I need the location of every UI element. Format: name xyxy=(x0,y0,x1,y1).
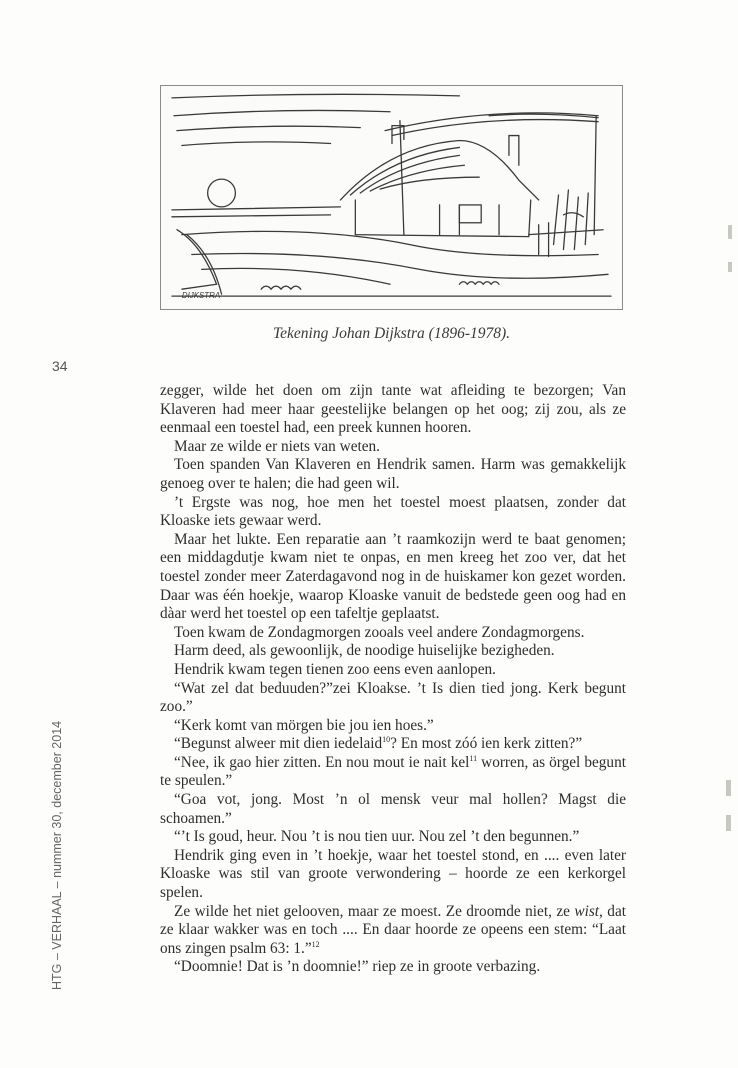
paragraph: “Kerk komt van mörgen bie jou ien hoes.” xyxy=(174,716,434,734)
paragraph: “Wat zel dat beduuden?”zei Kloakse. ’t Is dien tied jong. Kerk begunt zoo.” xyxy=(160,679,626,716)
farmhouse-sketch xyxy=(161,86,622,309)
grass xyxy=(261,286,301,289)
edge-mark xyxy=(726,780,731,796)
paragraph: Harm deed, als gewoonlijk, de noodige huiselijke bezigheden. xyxy=(174,642,555,660)
sky-stroke xyxy=(172,94,459,98)
paragraph: ’t Ergste was nog, hoe men het toestel moest plaatsen, zonder dat Kloaske iets gewaar werd. xyxy=(160,493,626,530)
sky-stroke xyxy=(174,110,390,115)
fence xyxy=(529,223,603,257)
edge-mark xyxy=(726,815,731,831)
paragraph: “’t Is goud, heur. Nou ’t is nou tien uur. Nou zel ’t den begunnen.” xyxy=(174,828,580,846)
paragraph: “Begunst alweer mit dien iedelaid$^{10}$? En most zóó ien kerk zitten?” xyxy=(174,735,583,753)
paragraph: Hendrik ging even in ’t hoekje, waar het toestel stond, en .... even later Kloaske was stil van groote verwondering – hoorde ze een kerkorgel spelen. xyxy=(160,846,626,902)
sun xyxy=(208,179,236,207)
paragraph: Toen kwam de Zondagmorgen zooals veel andere Zondagmorgens. xyxy=(174,623,585,641)
footnote-ref: 11 xyxy=(469,753,478,763)
paragraph: Maar het lukte. Een reparatie aan ’t raamkozijn werd te baat genomen; een middagdutje kwam niet te onpas, en men kreeg het zoo ver, dat het toestel zonder meer Zaterdagavond nog in de huiskamer kon gezet worden. Daar was één hoekje, waarop Kloaske vanuit de bedstede geen oog had en dàar werd het toestel op een tafeltje geplaatst. xyxy=(160,530,626,623)
house-door xyxy=(440,205,460,235)
footnote-ref: 10 xyxy=(382,735,391,745)
illustration-farmhouse-drawing xyxy=(160,85,623,310)
sky-stroke xyxy=(177,126,360,130)
edge-mark xyxy=(728,225,732,239)
house-wall xyxy=(355,200,530,237)
paragraph: Hendrik kwam tegen tienen zoo eens even aanlopen. xyxy=(174,660,496,678)
antenna-pole-right xyxy=(594,116,596,235)
paragraph: “Doomnie! Dat is ’n doomnie!” riep ze in groote verbazing. xyxy=(174,958,541,976)
body-text xyxy=(160,382,626,977)
sky-stroke xyxy=(182,142,331,146)
ditch xyxy=(177,230,217,289)
paragraph: Toen spanden Van Klaveren en Hendrik samen. Harm was gemakkelijk genoeg over te halen; die had geen wil. xyxy=(160,456,626,492)
antenna-wire xyxy=(392,120,598,136)
reeds xyxy=(554,190,589,249)
path-edge xyxy=(192,253,608,278)
edge-mark xyxy=(728,262,732,272)
house-window xyxy=(459,205,481,223)
running-head: HTG – VERHAAL – nummer 30, december 2014 xyxy=(50,720,64,990)
horizon-line xyxy=(172,207,340,210)
footnote-ref: 12 xyxy=(311,939,320,949)
artist-signature: DIJKSTRA xyxy=(181,291,221,301)
figure-caption: Tekening Johan Dijkstra (1896-1978). xyxy=(272,325,511,342)
paragraph: Ze wilde het niet gelooven, maar ze moest. Ze droomde niet, ze wist, dat ze klaar wakker was en toch .... En daar hoorde ze opeens een stem: “Laat ons zingen psalm 63: 1.”$^{12}$ xyxy=(160,902,626,957)
paragraph: zegger, wilde het doen om zijn tante wat afleiding te bezorgen; Van Klaveren had meer haar geestelijke belangen op het oog; zij zou, als ze eenmaal een toestel had, een preek kunnen hooren. xyxy=(160,382,626,437)
page-number: 34 xyxy=(52,358,68,374)
paragraph: “Goa vot, jong. Most ’n ol mensk veur mal hollen? Magst die schoamen.” xyxy=(160,791,626,827)
paragraph: “Nee, ik gao hier zitten. En nou mout ie nait kel$^{11}$ worren, as örgel begunt te speulen.” xyxy=(160,753,626,790)
paragraph: Maar ze wilde er niets van weten. xyxy=(174,437,380,455)
